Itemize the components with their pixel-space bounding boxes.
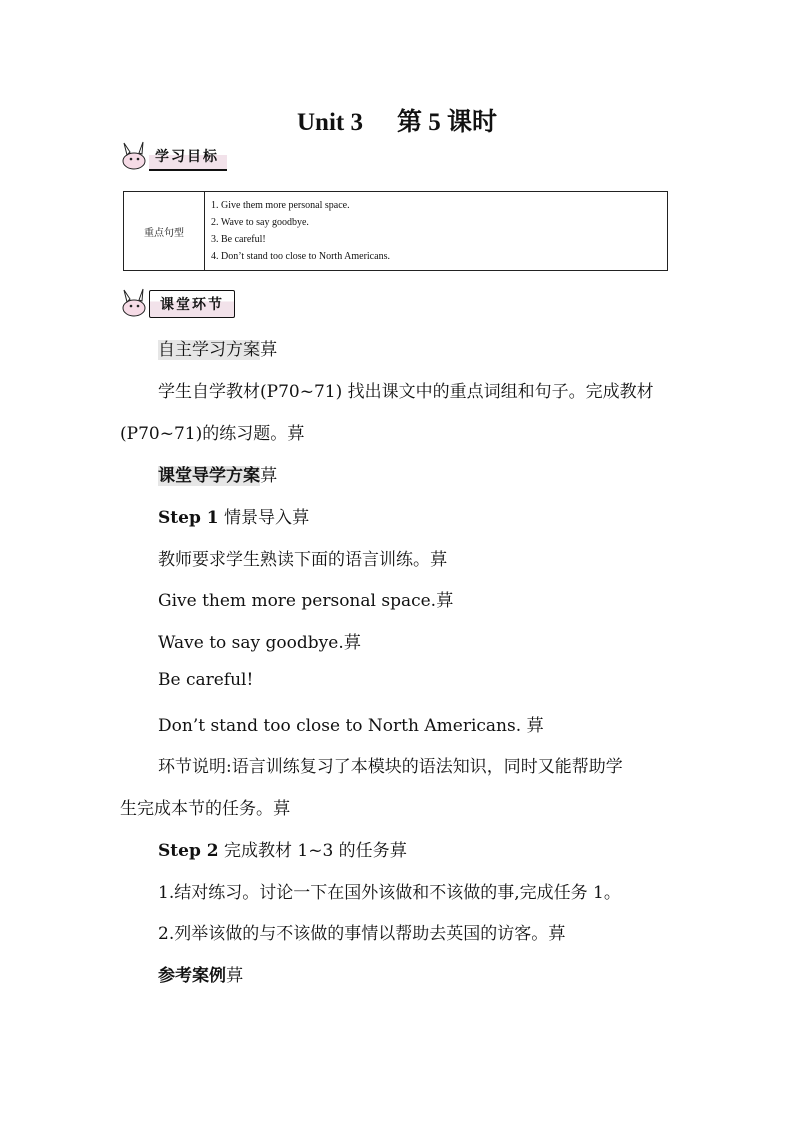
page-title (0, 102, 794, 138)
title-lesson: 第 5 课时 (396, 109, 497, 136)
step1-description: 教师要求学生熟读下面的语言训练。萛 (158, 550, 447, 570)
goals-banner (119, 143, 227, 171)
goals-table-items (205, 192, 668, 271)
self-study-paragraph-2: (P70~71)的练习题。萛 (120, 424, 305, 444)
sentence-2: Wave to say goodbye.萛 (158, 633, 361, 653)
step2-heading: Step 2 完成教材 1~3 的任务萛 (158, 841, 407, 861)
mascot-icon (119, 139, 149, 171)
reference-heading: 参考案例萛 (158, 966, 243, 986)
mascot-icon (119, 286, 149, 318)
goals-table-header: 重点句型 (124, 192, 205, 271)
step1-heading: Step 1 情景导入萛 (158, 508, 309, 528)
self-study-paragraph-1: 学生自学教材(P70~71) 找出课文中的重点词组和句子。完成教材 (158, 382, 654, 402)
goal-item: 3. Be careful! (211, 234, 266, 245)
goal-item: 4. Don’t stand too close to North Americans. (211, 251, 390, 262)
goal-item: 2. Wave to say goodbye. (211, 217, 309, 228)
title-unit: Unit 3 (297, 109, 363, 136)
goals-table (123, 191, 668, 271)
class-heading: 课堂导学方案萛 (158, 466, 277, 486)
task-1: 1.结对练习。讨论一下在国外该做和不该做的事,完成任务 1。 (158, 883, 621, 903)
sentence-4: Don’t stand too close to North Americans. 萛 (158, 716, 544, 736)
goal-item: 1. Give them more personal space. (211, 200, 350, 211)
goals-banner-label: 学习目标 (149, 146, 227, 171)
self-study-heading: 自主学习方案萛 (158, 340, 277, 360)
note-paragraph-1: 环节说明:语言训练复习了本模块的语法知识，同时又能帮助学 (158, 757, 623, 777)
class-banner-label: 课堂环节 (149, 290, 235, 318)
note-paragraph-2: 生完成本节的任务。萛 (120, 799, 290, 819)
task-2: 2.列举该做的与不该做的事情以帮助去英国的访客。萛 (158, 924, 566, 944)
class-banner (119, 290, 235, 318)
sentence-1: Give them more personal space.萛 (158, 591, 454, 611)
sentence-3: Be careful! (158, 670, 254, 690)
